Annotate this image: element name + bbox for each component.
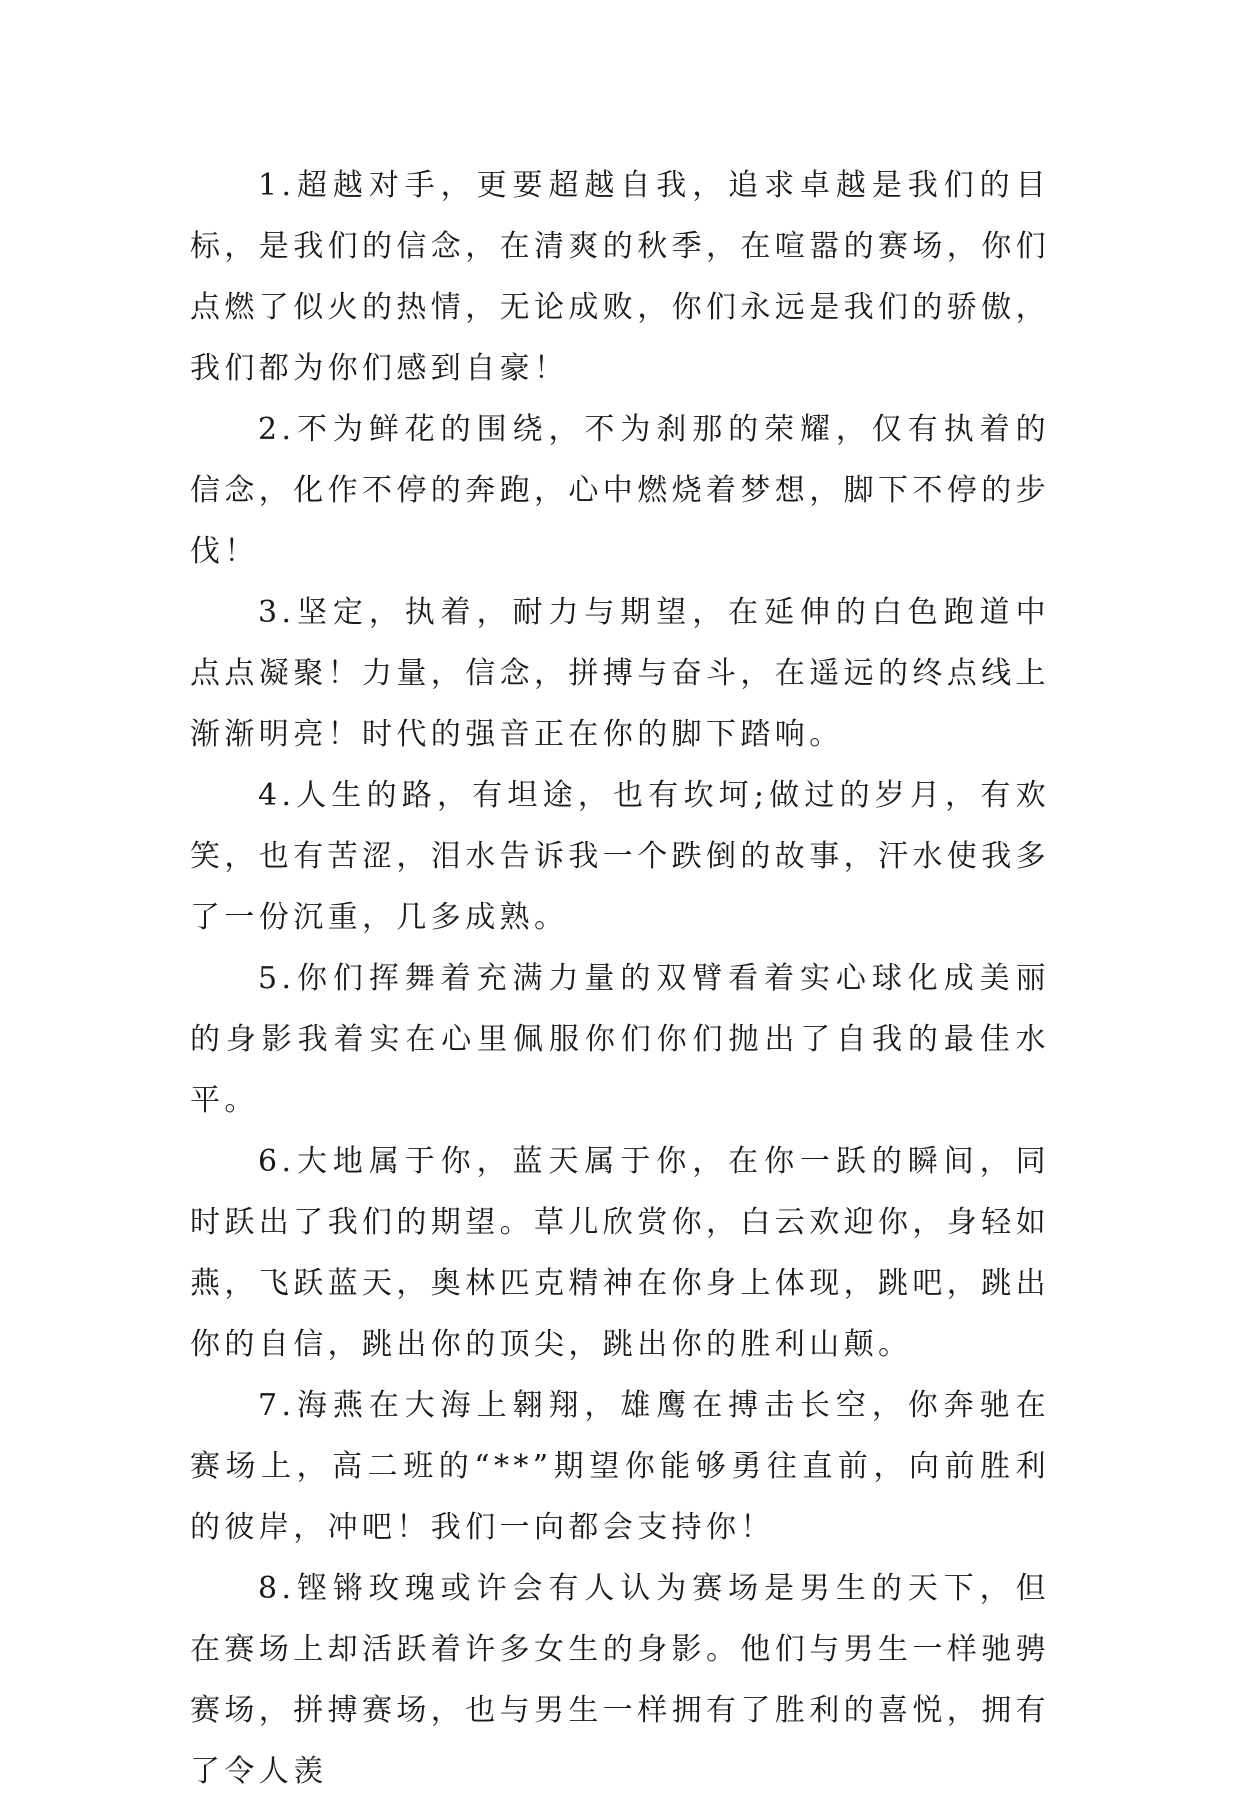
document-body xyxy=(190,155,1050,1802)
paragraph-4: 4.人生的路，有坦途，也有坎坷;做过的岁月，有欢笑，也有苦涩，泪水告诉我一个跌倒的故事，汗水使我多了一份沉重，几多成熟。 xyxy=(190,778,1050,935)
paragraph-3: 3.坚定，执着，耐力与期望，在延伸的白色跑道中点点凝聚！力量，信念，拼搏与奋斗，在遥远的终点线上渐渐明亮！时代的强音正在你的脚下踏响。 xyxy=(190,595,1050,752)
paragraph-5: 5.你们挥舞着充满力量的双臂看着实心球化成美丽的身影我着实在心里佩服你们你们抛出了自我的最佳水平。 xyxy=(190,961,1050,1118)
paragraph-2: 2.不为鲜花的围绕，不为刹那的荣耀，仅有执着的信念，化作不停的奔跑，心中燃烧着梦想，脚下不停的步伐！ xyxy=(190,412,1050,569)
paragraph-8: 8.铿锵玫瑰或许会有人认为赛场是男生的天下，但在赛场上却活跃着许多女生的身影。他们与男生一样驰骋赛场，拼搏赛场，也与男生一样拥有了胜利的喜悦，拥有了令人羡 xyxy=(190,1571,1050,1789)
paragraph-1: 1.超越对手，更要超越自我，追求卓越是我们的目标，是我们的信念，在清爽的秋季，在喧嚣的赛场，你们点燃了似火的热情，无论成败，你们永远是我们的骄傲，我们都为你们感到自豪！ xyxy=(190,168,1050,386)
paragraph-7: 7.海燕在大海上翱翔，雄鹰在搏击长空，你奔驰在赛场上，高二班的“**”期望你能够勇往直前，向前胜利的彼岸，冲吧！我们一向都会支持你！ xyxy=(190,1388,1050,1545)
paragraph-6: 6.大地属于你，蓝天属于你，在你一跃的瞬间，同时跃出了我们的期望。草儿欣赏你，白云欢迎你，身轻如燕，飞跃蓝天，奥林匹克精神在你身上体现，跳吧，跳出你的自信，跳出你的顶尖，跳出你的胜利山颠。 xyxy=(190,1144,1050,1362)
